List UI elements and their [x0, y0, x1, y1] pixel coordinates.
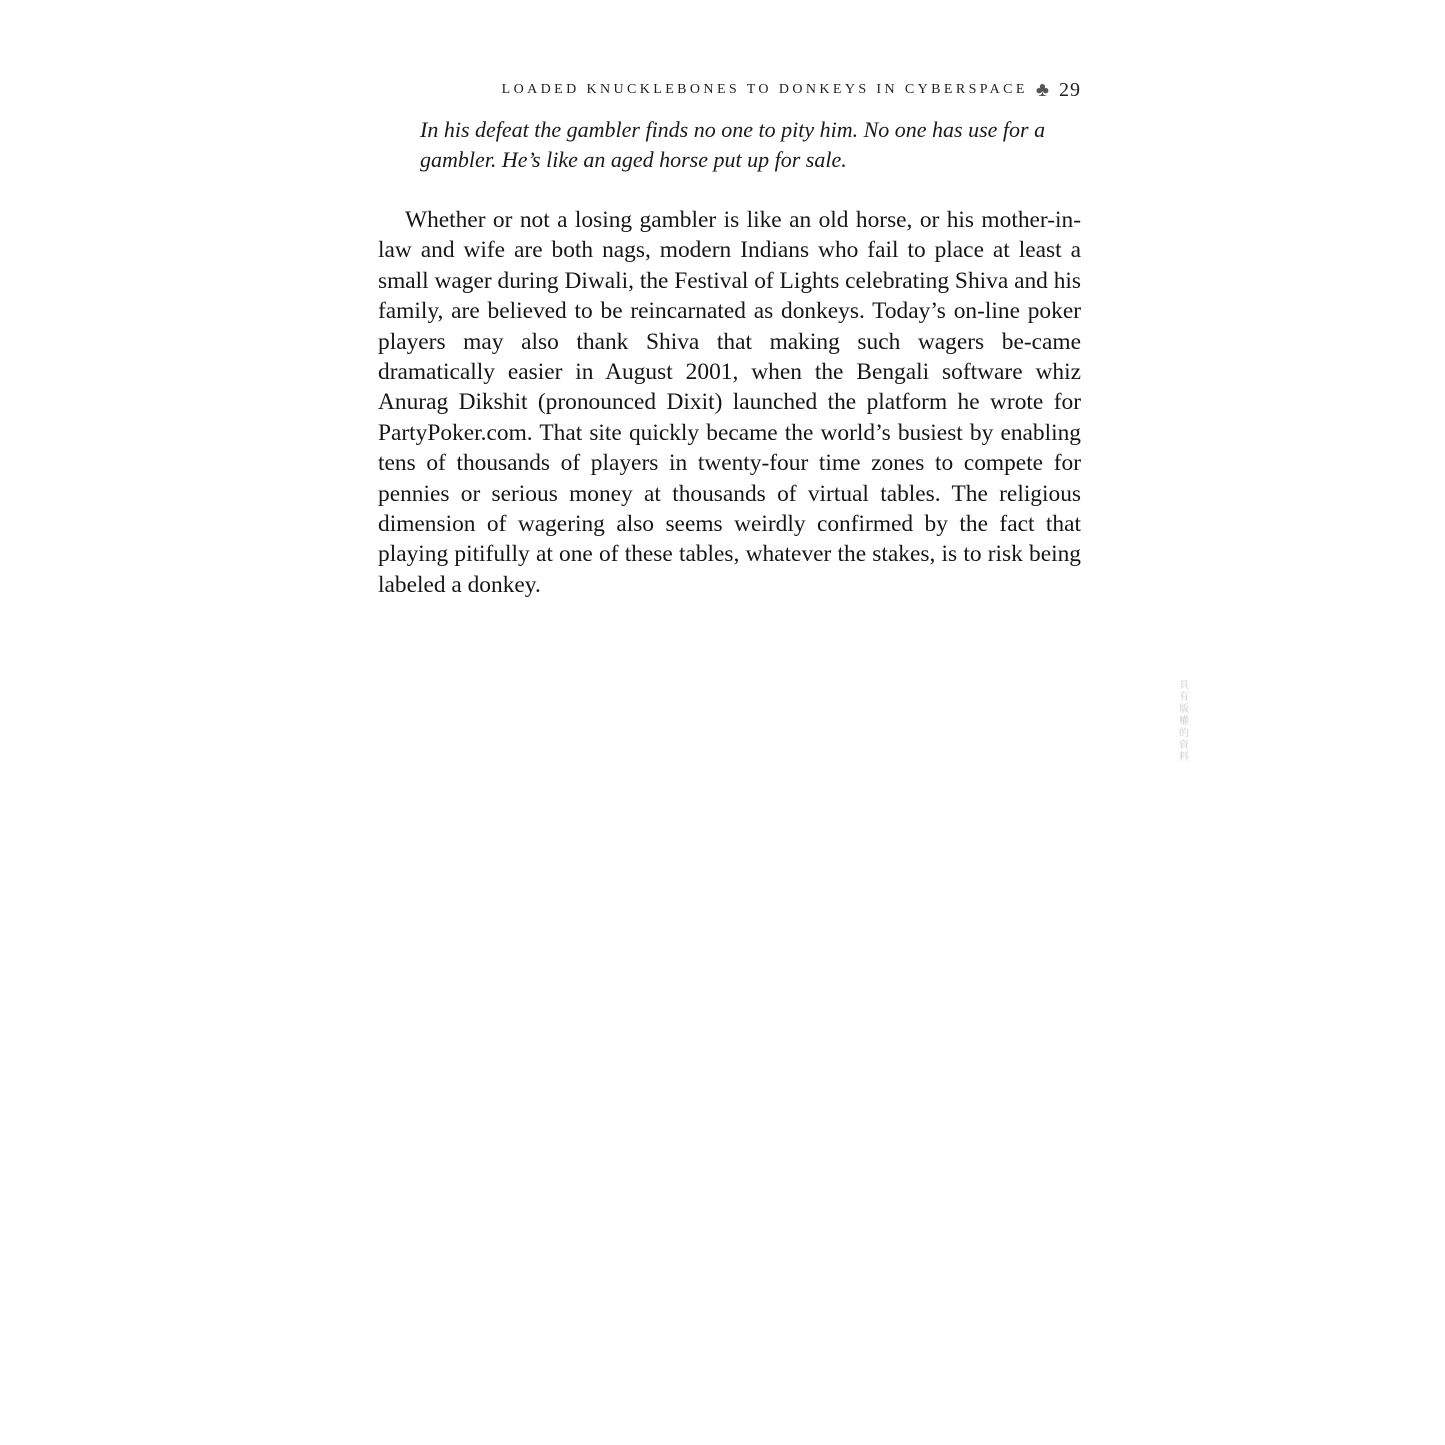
page-number: 29 — [1059, 78, 1081, 101]
epigraph-quote: In his defeat the gambler finds no one to pity him. No one has use for a gambler. He’s like an aged horse put up for sale. — [420, 117, 1046, 172]
running-head — [378, 76, 1081, 104]
copyright-watermark: 具有版權的資料 — [1179, 680, 1189, 763]
club-suit-icon: ♣ — [1035, 78, 1049, 101]
running-head-title: LOADED KNUCKLEBONES TO DONKEYS IN CYBERSPACE — [501, 82, 1028, 97]
body-paragraph: Whether or not a losing gambler is like an old horse, or his mother-in-law and wife are both nags, modern Indians who fail to place at least a small wager during Diwali, the Festival of Lights celebrating Shiva and his family, are believed to be reincarnated as donkeys. Today’s on-line poker players may also thank Shiva that making such wagers be-came dramatically easier in August 2001, when the Bengali software whiz Anurag Dikshit (pronounced Dixit) launched the platform he wrote for PartyPoker.com. That site quickly became the world’s busiest by enabling tens of thousands of players in twenty-four time zones to compete for pennies or serious money at thousands of virtual tables. The religious dimension of wagering also seems weirdly confirmed by the fact that playing pitifully at one of these tables, whatever the stakes, is to risk being labeled a donkey. — [378, 207, 1081, 598]
